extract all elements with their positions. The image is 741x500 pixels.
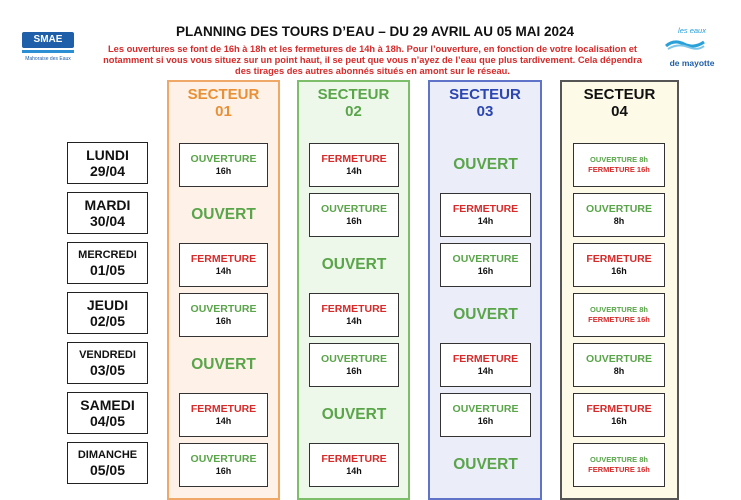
smae-logo	[22, 26, 74, 74]
closing-time: FERMETURE 16h	[588, 165, 650, 174]
status-time: 14h	[346, 166, 362, 176]
status-time: 16h	[346, 366, 362, 376]
sector-04-header: SECTEUR 04	[583, 86, 656, 120]
schedule-cell	[573, 193, 665, 237]
status-label: OUVERTURE	[321, 203, 387, 215]
schedule-cell	[440, 343, 531, 387]
status-time: 8h	[613, 216, 625, 226]
day-date: 01/05	[89, 261, 126, 278]
status-label: OUVERTURE	[190, 303, 257, 315]
schedule-cell	[440, 243, 531, 287]
smae-logo-caption: Mahoraise des Eaux	[25, 56, 71, 62]
status-label: OUVERT	[321, 256, 387, 273]
schedule-cell	[573, 443, 665, 487]
opening-time: OUVERTURE 8h	[590, 455, 648, 464]
schedule-cell	[573, 343, 665, 387]
day-label	[67, 242, 148, 284]
status-time: 16h	[611, 416, 627, 426]
schedule-cell	[309, 143, 399, 187]
opening-time: OUVERTURE 8h	[590, 305, 648, 314]
schedule-cell	[440, 393, 531, 437]
status-time: 16h	[215, 316, 232, 326]
schedule-cell	[440, 443, 531, 487]
schedule-cell	[309, 393, 399, 437]
status-label: OUVERT	[453, 456, 518, 473]
eaux-de-mayotte-logo	[664, 26, 720, 72]
closing-time: FERMETURE 16h	[588, 465, 650, 474]
day-date: 30/04	[89, 212, 126, 229]
schedule-cell	[440, 143, 531, 187]
schedule-cell	[179, 143, 268, 187]
status-label: OUVERTURE	[190, 153, 257, 165]
schedule-cell	[573, 143, 665, 187]
schedule-cell	[179, 393, 268, 437]
status-label: OUVERTURE	[190, 453, 257, 465]
status-time: 14h	[215, 416, 232, 426]
status-time: 16h	[611, 266, 627, 276]
day-date: 02/05	[89, 312, 126, 329]
day-name: JEUDI	[86, 296, 129, 313]
day-date: 03/05	[89, 361, 126, 378]
logo-right-top: les eaux	[678, 26, 706, 35]
status-label: FERMETURE	[190, 253, 257, 265]
day-name: MARDI	[84, 196, 131, 213]
day-date: 29/04	[89, 162, 126, 179]
status-time: 16h	[215, 466, 232, 476]
status-label: FERMETURE	[586, 403, 652, 415]
schedule-cell	[573, 243, 665, 287]
status-time: 16h	[346, 216, 362, 226]
logo-stripe	[22, 50, 74, 53]
day-name: DIMANCHE	[77, 448, 138, 461]
schedule-cell	[309, 193, 399, 237]
day-label	[67, 192, 148, 234]
status-time: 14h	[346, 316, 362, 326]
day-date: 05/05	[89, 461, 126, 478]
day-name: MERCREDI	[78, 248, 137, 261]
day-label	[67, 342, 148, 384]
status-label: FERMETURE	[452, 353, 519, 365]
status-time: 14h	[215, 266, 232, 276]
schedule-note: Les ouvertures se font de 16h à 18h et les fermetures de 14h à 18h. Pour l’ouverture, en fonction de votre localisation et notamment si vous vous situez sur un point haut, il se peut que vous n’ayez de l’eau que plus tardivement. Cela dépendra des tirages des autres abonnés situés en amont sur le réseau.	[103, 44, 642, 77]
day-name: VENDREDI	[79, 348, 136, 361]
status-label: FERMETURE	[321, 453, 387, 465]
status-time: 8h	[613, 366, 625, 376]
schedule-cell	[179, 243, 268, 287]
day-name: LUNDI	[86, 146, 129, 163]
sector-01-header: SECTEUR 01	[187, 86, 260, 120]
schedule-cell	[179, 193, 268, 237]
day-label	[67, 142, 148, 184]
status-time: 14h	[477, 216, 494, 226]
schedule-cell	[179, 343, 268, 387]
page-title: PLANNING DES TOURS D’EAU – DU 29 AVRIL AU 05 MAI 2024	[175, 24, 575, 39]
status-label: OUVERT	[191, 206, 256, 223]
logo-right-bottom: de mayotte	[669, 58, 715, 68]
schedule-cell	[179, 293, 268, 337]
sector-03-header: SECTEUR 03	[449, 86, 521, 120]
schedule-cell	[573, 393, 665, 437]
status-label: OUVERTURE	[321, 353, 387, 365]
schedule-cell	[309, 243, 399, 287]
status-label: OUVERT	[321, 406, 387, 423]
status-label: FERMETURE	[321, 153, 387, 165]
schedule-cell	[309, 443, 399, 487]
status-time: 16h	[477, 266, 494, 276]
day-label	[67, 392, 148, 434]
closing-time: FERMETURE 16h	[588, 315, 650, 324]
status-label: FERMETURE	[321, 303, 387, 315]
schedule-cell	[309, 343, 399, 387]
day-label	[67, 442, 148, 484]
opening-time: OUVERTURE 8h	[590, 155, 648, 164]
status-label: FERMETURE	[190, 403, 257, 415]
status-time: 16h	[215, 166, 232, 176]
status-time: 16h	[477, 416, 494, 426]
schedule-cell	[440, 193, 531, 237]
sector-02-header: SECTEUR 02	[317, 86, 390, 120]
status-label: OUVERTURE	[452, 403, 519, 415]
day-date: 04/05	[89, 412, 126, 429]
status-label: FERMETURE	[452, 203, 519, 215]
status-label: OUVERTURE	[586, 353, 652, 365]
smae-logo-name: SMAE	[22, 32, 74, 48]
status-label: OUVERTURE	[586, 203, 652, 215]
schedule-cell	[179, 443, 268, 487]
wave-icon	[664, 37, 706, 51]
status-label: OUVERT	[191, 356, 256, 373]
schedule-cell	[309, 293, 399, 337]
status-label: FERMETURE	[586, 253, 652, 265]
schedule-cell	[573, 293, 665, 337]
status-label: OUVERTURE	[452, 253, 519, 265]
status-label: OUVERT	[453, 306, 518, 323]
status-label: OUVERT	[453, 156, 518, 173]
status-time: 14h	[346, 466, 362, 476]
status-time: 14h	[477, 366, 494, 376]
day-name: SAMEDI	[80, 396, 135, 413]
day-label	[67, 292, 148, 334]
schedule-cell	[440, 293, 531, 337]
